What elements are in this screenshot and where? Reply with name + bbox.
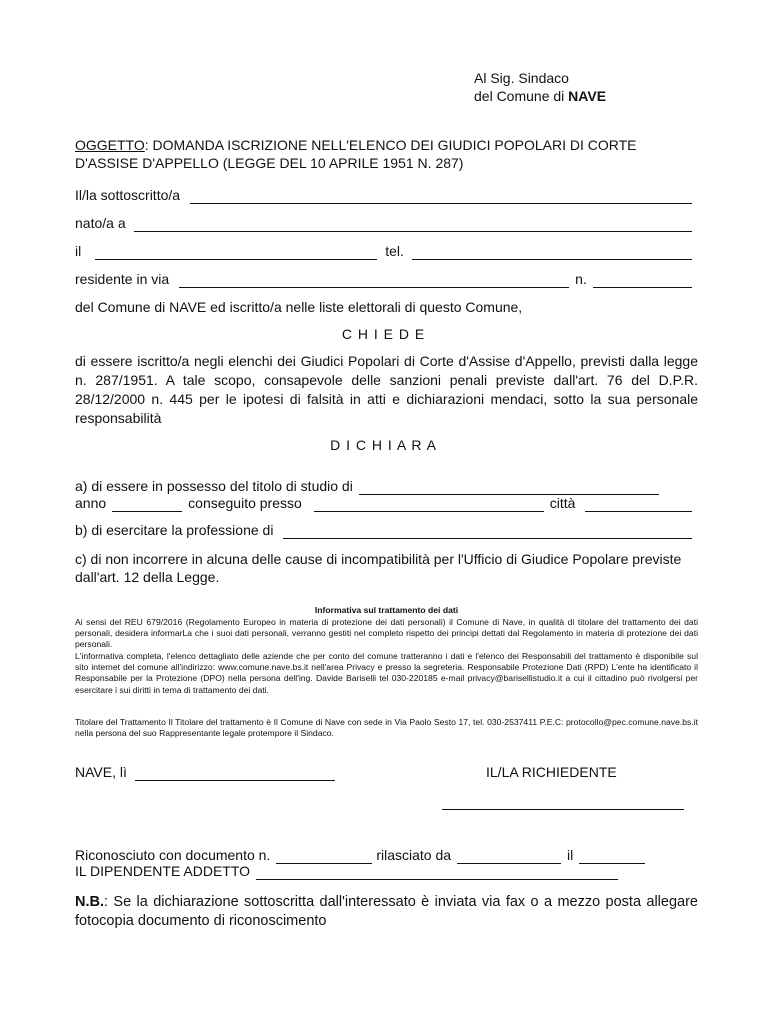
subject-label: OGGETTO: [75, 137, 145, 153]
privacy-para3: Titolare del Trattamento Il Titolare del trattamento è Il Comune di Nave con sede in Via Paolo Sesto 17, tel. 030-2537411 P.E.C: protocollo@pec.comune.nave.bs.it nella persona del suo Rappresentante legale protempore il Sindaco.: [75, 717, 698, 739]
recipient-municipality: NAVE: [568, 88, 607, 104]
recipient-line2: del Comune di NAVE: [474, 88, 607, 104]
city-label: città: [549, 495, 576, 511]
declaration-b-row: [75, 521, 692, 539]
recipient-block: [474, 69, 606, 105]
note-label: N.B.: [75, 894, 104, 910]
note-paragraph: N.B.: Se la dichiarazione sottoscritta dall'interessato è inviata via fax o a mezzo posta allegare fotocopia documento di riconoscimento: [75, 894, 698, 929]
employee-label: IL DIPENDENTE ADDETTO: [75, 863, 251, 879]
birthdate-field[interactable]: [95, 247, 377, 260]
residence-field[interactable]: [179, 275, 569, 288]
profession-field[interactable]: [283, 525, 692, 539]
tel-field[interactable]: [412, 246, 692, 260]
declaration-c: c) di non incorrere in alcuna delle cause di incompatibilità per l'Ufficio di Giudice Popolare previste dall'art. 12 della Legge.: [75, 551, 682, 585]
declares-heading: D I C H I A R A: [330, 437, 437, 453]
subject-line2: D'ASSISE D'APPELLO (LEGGE DEL 10 APRILE 1951 N. 287): [75, 155, 464, 171]
declaration-b-label: b) di esercitare la professione di: [75, 522, 274, 538]
applicant-label: IL/LA RICHIEDENTE: [486, 764, 617, 780]
privacy-para1: Ai sensi del REU 679/2016 (Regolamento Europeo in materia di protezione dei dati personali) il Comune di Nave, in qualità di titolare del trattamento dei dati personali, desidera informarLa che i suoi dati personali, verranno gestiti nel completo rispetto dei principi dettati dal Regolamento in materia di protezione dei dati personali.: [75, 617, 698, 650]
birthdate-row: [75, 242, 692, 260]
obtained-at-label: conseguito presso: [188, 495, 302, 511]
municipality-line: del Comune di NAVE ed iscritto/a nelle liste elettorali di questo Comune,: [75, 299, 523, 315]
born-label: nato/a a: [75, 215, 126, 231]
year-field[interactable]: [112, 499, 182, 512]
declaration-a-label: a) di essere in possesso del titolo di studio di: [75, 478, 353, 494]
birthdate-label: il: [75, 243, 82, 259]
born-row: [75, 214, 692, 232]
issue-date-label: il: [567, 847, 574, 863]
year-label: anno: [75, 495, 107, 511]
number-field[interactable]: [593, 274, 692, 288]
document-number-label: Riconosciuto con documento n.: [75, 847, 271, 863]
privacy-title: Informativa sul trattamento dei dati: [314, 605, 459, 615]
undersigned-row: [75, 186, 692, 204]
request-paragraph: di essere iscritto/a negli elenchi dei Giudici Popolari di Corte d'Assise d'Appello, previsti dalla legge n. 287/1951. A tale scopo, consapevole delle sanzioni penali previste dall'art. 76 del D.P.R. 28/12/2000 n. 445 per le ipotesi di falsità in atti e dichiarazioni mendaci, sotto la sua personale responsabilità: [75, 353, 698, 426]
date-field[interactable]: [135, 768, 335, 781]
residence-row: [75, 270, 692, 288]
place-date-label: NAVE, lì: [75, 764, 127, 780]
employee-row: [75, 862, 618, 880]
city-field[interactable]: [585, 498, 692, 512]
undersigned-field[interactable]: [190, 190, 692, 204]
requests-heading: C H I E D E: [341, 326, 426, 342]
institution-field[interactable]: [314, 499, 544, 512]
subject-line1: OGGETTO: DOMANDA ISCRIZIONE NELL'ELENCO DEI GIUDICI POPOLARI DI CORTE: [75, 137, 637, 153]
subject-block: [75, 136, 715, 172]
residence-label: residente in via: [75, 271, 170, 287]
issued-by-label: rilasciato da: [376, 847, 452, 863]
applicant-signature-field[interactable]: [442, 809, 684, 810]
born-field[interactable]: [134, 218, 692, 232]
declaration-a-row: [75, 477, 692, 495]
declaration-a-row2: [75, 494, 692, 512]
undersigned-label: Il/la sottoscritto/a: [75, 187, 181, 203]
tel-label: tel.: [385, 243, 404, 259]
recipient-line1: Al Sig. Sindaco: [474, 70, 569, 86]
privacy-para2: L'informativa completa, l'elenco dettagliato delle aziende che per conto del comune tratteranno i dati e l'elenco dei Responsabili del trattamento è disponibile sul sito internet del comune all'indirizzo: www.comune.nave.bs.it nell'area Privacy e presso la segreteria. Responsabile Protezione Dati (RPD) L'ente ha identificato il Responsabile per la Protezione (DPO) nella persona dell'ing. Davide Bariselli tel 030-220185 e-mail privacy@barisellistudio.it a cui il cittadino può rivolgersi per esercitare i sui diritti in tema di trattamento dei dati.: [75, 651, 698, 695]
number-label: n.: [575, 271, 587, 287]
employee-field[interactable]: [256, 867, 618, 880]
place-date-row: [75, 763, 335, 781]
